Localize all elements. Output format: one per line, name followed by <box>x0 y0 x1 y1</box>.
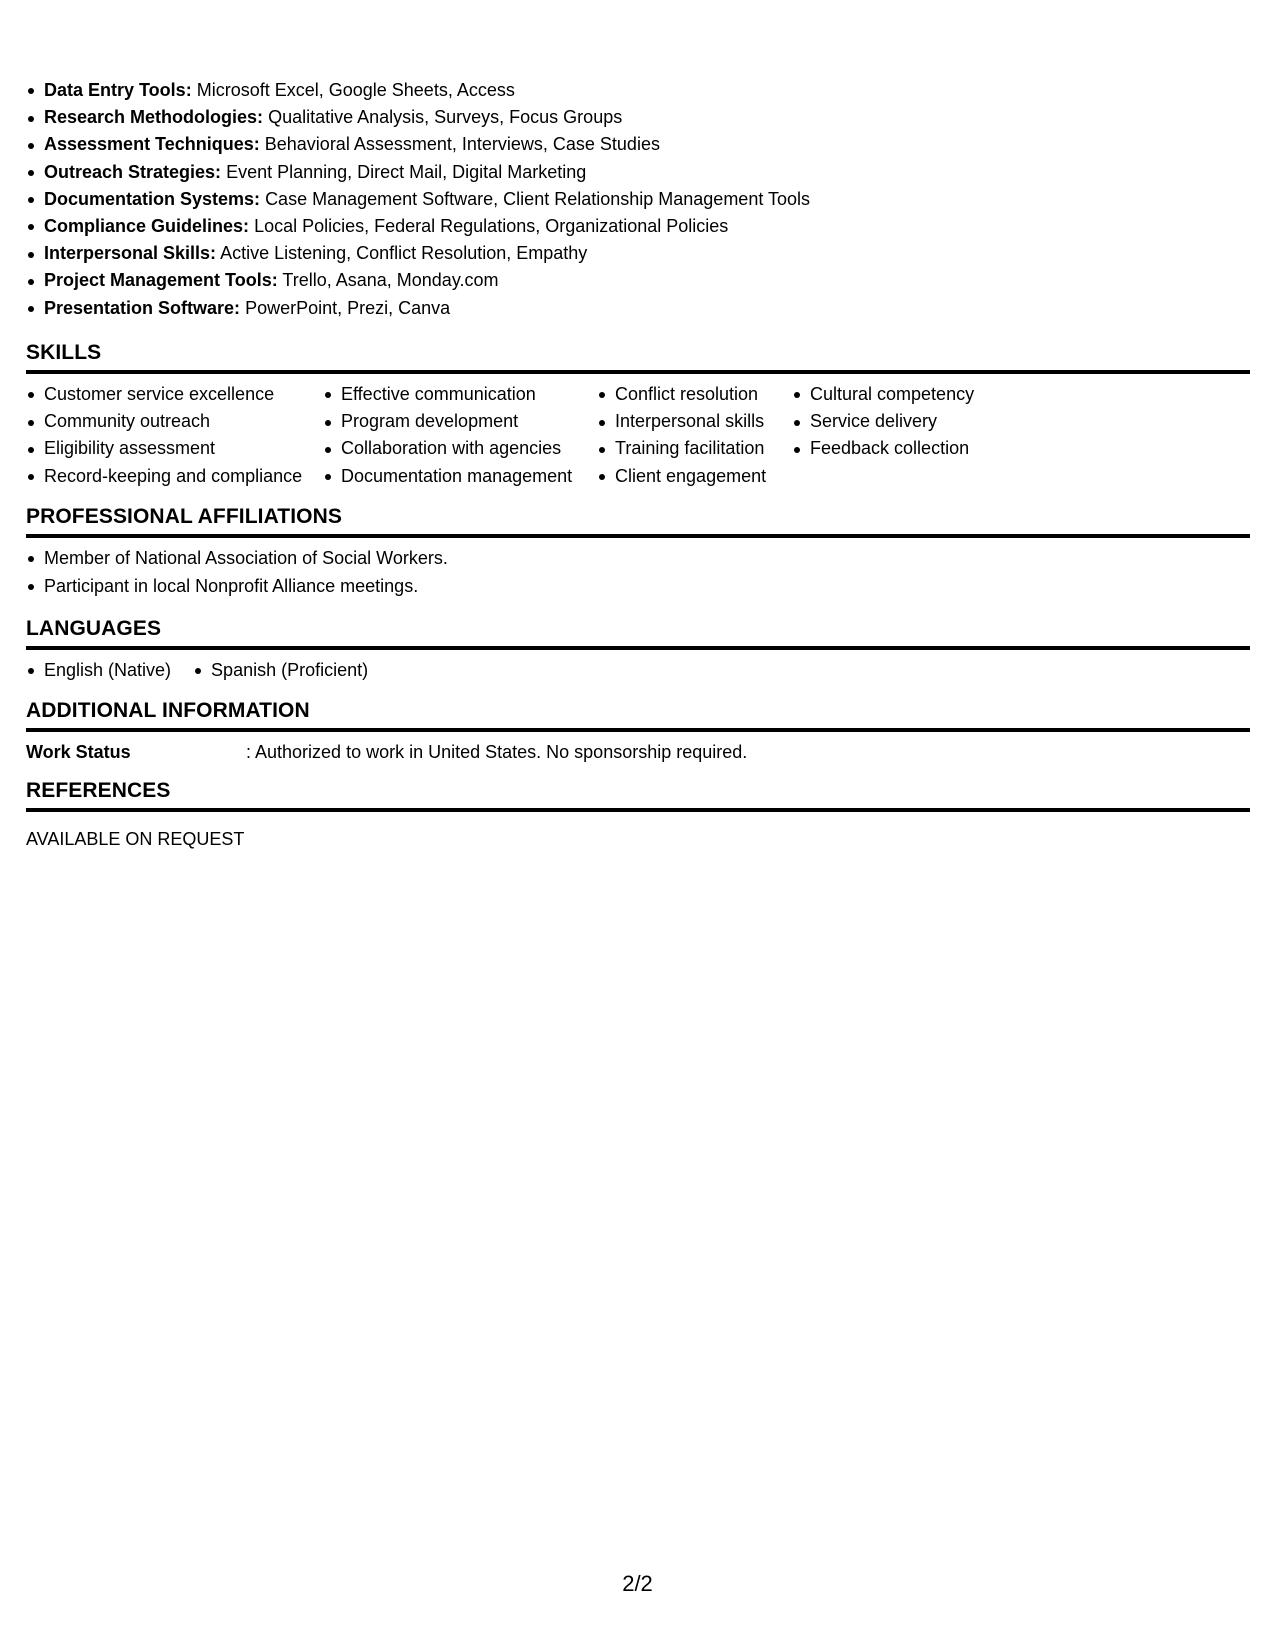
tool-category-label: Interpersonal Skills: <box>44 243 217 264</box>
tools-list <box>26 78 810 323</box>
references-divider <box>26 808 1250 812</box>
additional-info-divider <box>26 728 1250 732</box>
language-item: Spanish (Proficient) <box>193 658 368 682</box>
tool-values: Microsoft Excel, Google Sheets, Access <box>196 80 515 100</box>
skills-column <box>792 382 974 464</box>
references-text: AVAILABLE ON REQUEST <box>26 829 245 849</box>
tool-item <box>26 160 810 187</box>
tool-values: Trello, Asana, Monday.com <box>282 270 499 291</box>
tool-category-label: Project Management Tools: <box>44 270 278 291</box>
skill-item: Interpersonal skills <box>597 409 766 436</box>
tool-item <box>26 241 810 268</box>
tool-category-label: Outreach Strategies: <box>44 161 222 182</box>
skill-item: Training facilitation <box>597 436 766 463</box>
skills-heading: SKILLS <box>26 341 102 364</box>
skill-item: Effective communication <box>323 382 572 409</box>
tool-item <box>26 187 810 214</box>
tool-category-label: Documentation Systems: <box>44 188 261 209</box>
tool-values: Qualitative Analysis, Surveys, Focus Groups <box>268 107 623 128</box>
languages-heading: LANGUAGES <box>26 617 162 640</box>
skill-item: Service delivery <box>792 409 974 436</box>
tool-category-label: Data Entry Tools: <box>44 80 192 100</box>
skill-item: Documentation management <box>323 464 572 491</box>
skill-item: Community outreach <box>26 409 302 436</box>
skill-item: Conflict resolution <box>597 382 766 409</box>
skill-item: Client engagement <box>597 464 766 491</box>
affiliation-item: Member of National Association of Social Workers. <box>26 546 448 574</box>
skills-column <box>323 382 572 491</box>
tool-category-label: Assessment Techniques: <box>44 134 260 155</box>
skill-item: Feedback collection <box>792 436 974 463</box>
tool-category-label: Presentation Software: <box>44 297 241 318</box>
skill-item: Program development <box>323 409 572 436</box>
tool-item <box>26 214 810 241</box>
language-item: English (Native) <box>26 658 171 682</box>
skills-columns <box>26 382 1250 492</box>
tool-item <box>26 296 810 323</box>
skill-item: Record-keeping and compliance <box>26 464 302 491</box>
tool-item <box>26 105 810 132</box>
affiliations-heading: PROFESSIONAL AFFILIATIONS <box>26 505 342 528</box>
affiliation-item: Participant in local Nonprofit Alliance meetings. <box>26 574 448 602</box>
skill-item: Cultural competency <box>792 382 974 409</box>
tool-values: Case Management Software, Client Relationship Management Tools <box>265 188 811 209</box>
skill-item: Eligibility assessment <box>26 436 302 463</box>
tool-category-label: Compliance Guidelines: <box>44 215 250 236</box>
skill-item: Customer service excellence <box>26 382 302 409</box>
tool-item <box>26 78 810 105</box>
tool-values: Local Policies, Federal Regulations, Organizational Policies <box>254 215 729 236</box>
languages-divider <box>26 646 1250 650</box>
skills-column <box>597 382 766 491</box>
tool-item <box>26 268 810 295</box>
skills-column <box>26 382 302 491</box>
tool-category-label: Research Methodologies: <box>44 107 264 128</box>
tool-values: Behavioral Assessment, Interviews, Case Studies <box>264 134 660 155</box>
work-status-value: : Authorized to work in United States. No sponsorship required. <box>246 742 748 762</box>
references-heading: REFERENCES <box>26 779 171 802</box>
tool-values: PowerPoint, Prezi, Canva <box>245 297 451 318</box>
page-number: 2/2 <box>622 1571 653 1596</box>
affiliations-divider <box>26 534 1250 538</box>
tool-item <box>26 132 810 159</box>
tool-values: Event Planning, Direct Mail, Digital Marketing <box>226 161 587 182</box>
work-status-label: Work Status <box>26 742 131 762</box>
languages-list <box>26 658 390 682</box>
skill-item: Collaboration with agencies <box>323 436 572 463</box>
skills-divider <box>26 370 1250 374</box>
tool-values: Active Listening, Conflict Resolution, Empathy <box>220 243 588 264</box>
additional-info-heading: ADDITIONAL INFORMATION <box>26 699 310 722</box>
affiliations-list <box>26 546 448 602</box>
